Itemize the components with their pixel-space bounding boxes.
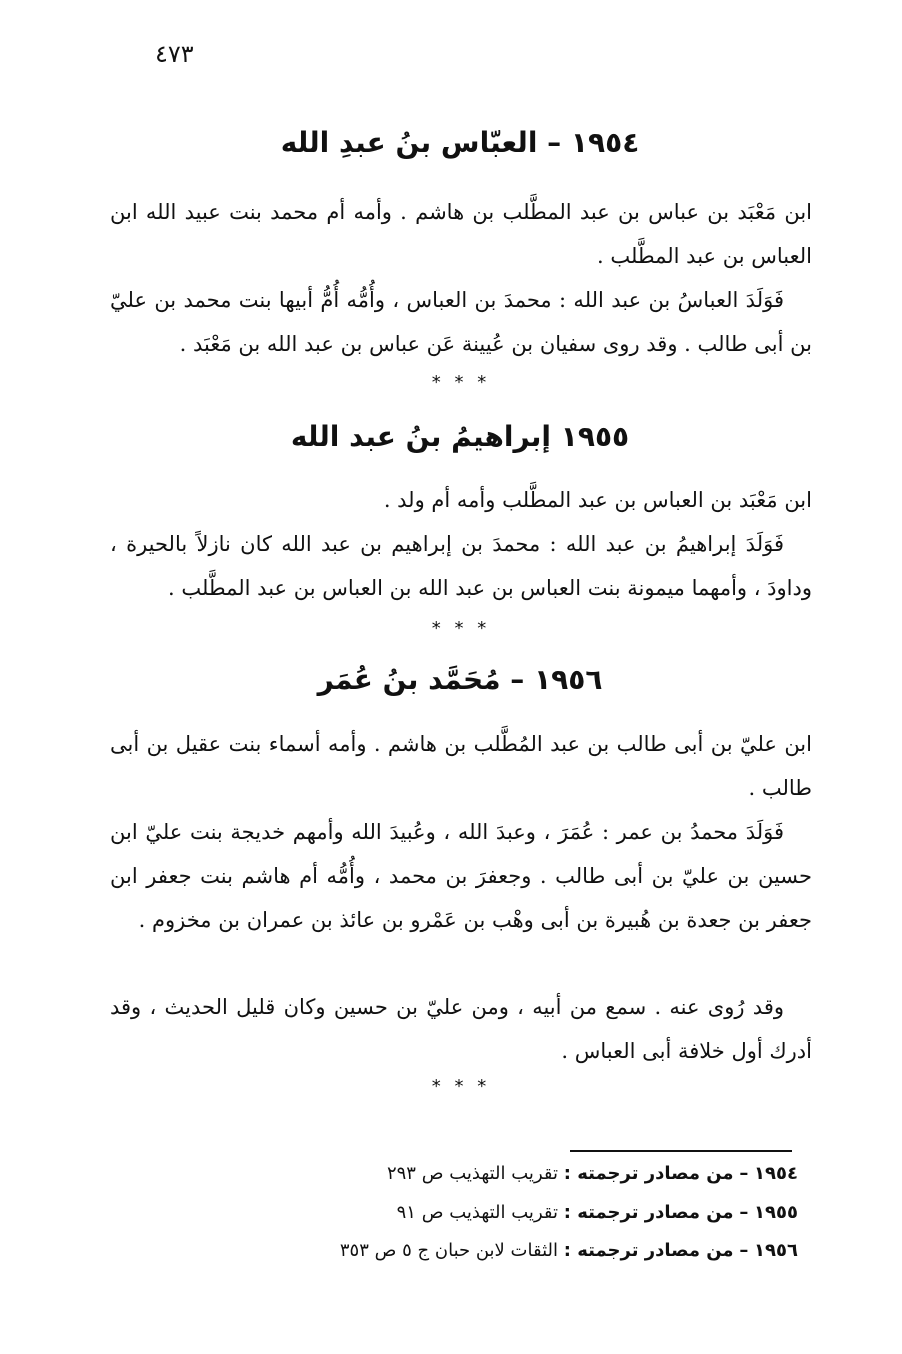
footnote-number: ١٩٥٥ [754, 1202, 798, 1223]
footnote-1955 [200, 1198, 798, 1228]
footnote-source: تقريب التهذيب ص ٢٩٣ [386, 1163, 558, 1184]
footnote-number: ١٩٥٤ [754, 1163, 798, 1184]
footnote-dash: – [739, 1163, 749, 1184]
entry-title-1954: ١٩٥٤ – العبّاس بنُ عبدِ الله [280, 126, 640, 159]
footnote-rule [570, 1150, 792, 1152]
footnote-1956 [200, 1236, 798, 1266]
entry-1954-paragraph-2: فَوَلَدَ العباسُ بن عبد الله : محمدَ بن العباس ، وأُمُّه أُمُّ أبيها بنت محمد بن عليّ بن أبى طالب . وقد روى سفيان بن عُيينة عَن عباس بن عبد الله بن مَعْبَد . [110, 288, 812, 356]
entry-title-1956: ١٩٥٦ – مُحَمَّد بنُ عُمَر [317, 663, 603, 696]
footnote-source: الثقات لابن حبان ج ٥ ص ٣٥٣ [339, 1240, 558, 1261]
entry-1954-paragraph-1: ابن مَعْبَد بن عباس بن عبد المطَّلب بن هاشم . وأمه أم محمد بنت عبيد الله ابن العباس بن عبد المطَّلب . [110, 200, 812, 268]
page-number: ٤٧٣ [155, 40, 194, 68]
entry-title-1955: ١٩٥٥ إبراهيمُ بنُ عبد الله [290, 420, 630, 453]
footnote-1954 [200, 1159, 798, 1189]
footnote-label: من مصادر ترجمته : [563, 1202, 734, 1223]
footnote-dash: – [739, 1240, 749, 1261]
entry-1955-paragraph-1: ابن مَعْبَد بن العباس بن عبد المطَّلب وأمه أم ولد . [383, 488, 812, 512]
entry-1956-paragraph-1: ابن عليّ بن أبى طالب بن عبد المُطَّلب بن هاشم . وأمه أسماء بنت عقيل بن أبى طالب . [110, 732, 812, 800]
footnote-number: ١٩٥٦ [754, 1240, 798, 1261]
footnote-label: من مصادر ترجمته : [563, 1163, 734, 1184]
entry-1955-paragraph-2: فَوَلَدَ إبراهيمُ بن عبد الله : محمدَ بن إبراهيم بن عبد الله كان نازلاً بالحيرة ، وداودَ ، وأمهما ميمونة بنت العباس بن عبد الله بن العباس بن عبد المطَّلب . [110, 532, 812, 600]
section-separator: * * * [431, 618, 491, 639]
section-separator: * * * [431, 372, 491, 393]
footnote-dash: – [739, 1202, 749, 1223]
footnote-label: من مصادر ترجمته : [563, 1240, 734, 1261]
section-separator: * * * [431, 1076, 491, 1097]
entry-1956-paragraph-3: وقد رُوى عنه . سمع من أبيه ، ومن عليّ بن حسين وكان قليل الحديث ، وقد أدرك أول خلافة أبى العباس . [110, 995, 812, 1063]
entry-1956-paragraph-2: فَوَلَدَ محمدُ بن عمر : عُمَرَ ، وعبدَ الله ، وعُبيدَ الله وأمهم خديجة بنت عليّ ابن حسين بن عليّ بن أبى طالب . وجعفرَ بن محمد ، وأُمُّه أم هاشم بنت جعفر ابن جعفر بن جعدة بن هُبيرة بن أبى وهْب بن عَمْرو بن عائذ بن عمران بن مخزوم . [110, 820, 812, 932]
footnote-source: تقريب التهذيب ص ٩١ [396, 1202, 558, 1223]
